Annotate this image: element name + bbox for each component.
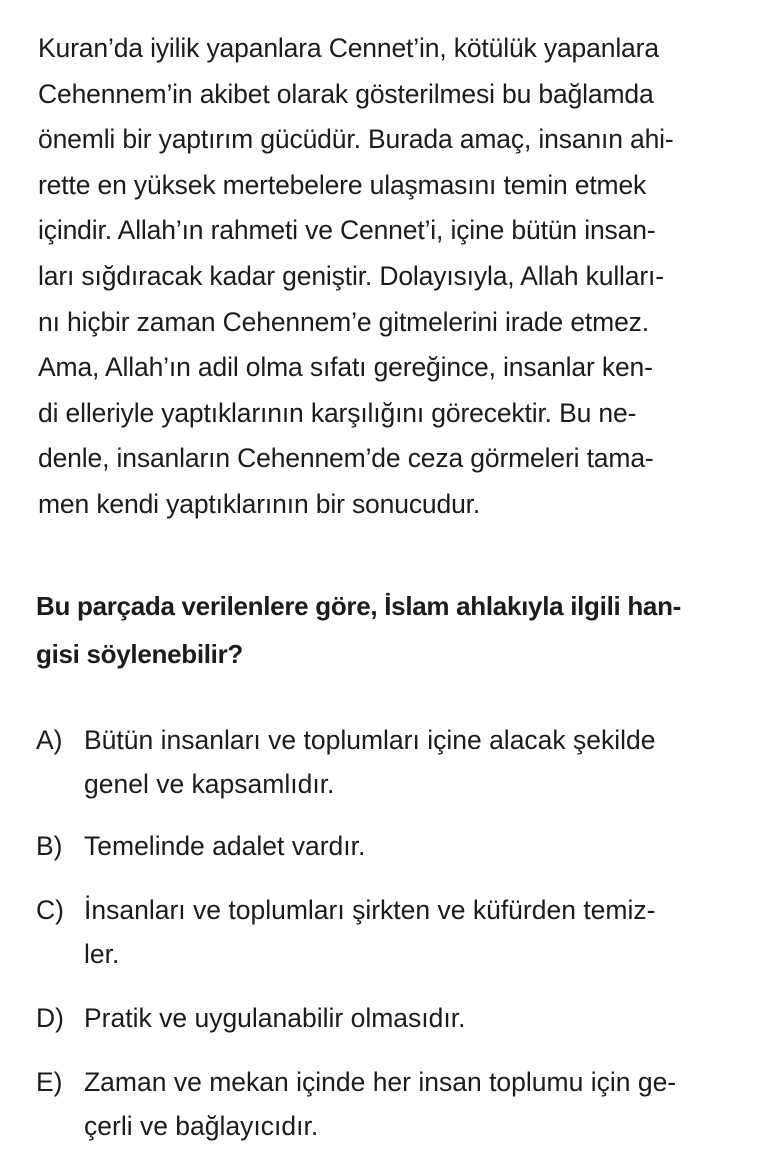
option-letter: B): [36, 831, 63, 861]
option-text: Zaman ve mekan içinde her insan toplumu için ge-: [84, 1067, 677, 1097]
option-d[interactable]: [36, 996, 756, 1040]
question-line: Bu parçada verilenlere göre, İslam ahlakıyla ilgili han-: [36, 591, 682, 621]
passage-line: nı hiçbir zaman Cehennem’e gitmelerini irade etmez.: [38, 306, 649, 337]
reading-passage: [38, 26, 758, 528]
option-letter: C): [36, 895, 64, 925]
passage-line: denle, insanların Cehennem’de ceza görmeleri tama-: [38, 443, 654, 474]
option-a[interactable]: [36, 718, 756, 806]
option-b[interactable]: [36, 824, 756, 868]
option-text: ler.: [84, 939, 120, 969]
passage-line: içindir. Allah’ın rahmeti ve Cennet’i, içine bütün insan-: [38, 215, 656, 246]
passage-line: Ama, Allah’ın adil olma sıfatı gereğince, insanlar ken-: [38, 352, 653, 383]
option-e[interactable]: [36, 1060, 756, 1148]
passage-line: ları sığdıracak kadar geniştir. Dolayısıyla, Allah kulları-: [38, 260, 664, 291]
option-text: Bütün insanları ve toplumları içine alacak şekilde: [84, 725, 656, 755]
option-letter: D): [36, 1003, 64, 1033]
passage-line: rette en yüksek mertebelere ulaşmasını temin etmek: [38, 169, 647, 200]
answer-options: [36, 718, 756, 1148]
option-text: Pratik ve uygulanabilir olmasıdır.: [84, 1003, 466, 1033]
question-stem: [36, 582, 756, 678]
option-letter: E): [36, 1067, 63, 1097]
passage-line: di elleriyle yaptıklarının karşılığını görecektir. Bu ne-: [38, 397, 637, 428]
option-c[interactable]: [36, 888, 756, 976]
option-letter: A): [36, 725, 63, 755]
passage-line: Cehennem’in akibet olarak gösterilmesi bu bağlamda: [38, 78, 654, 109]
question-line: gisi söylenebilir?: [36, 639, 243, 669]
passage-line: önemli bir yaptırım gücüdür. Burada amaç, insanın ahi-: [38, 124, 674, 155]
option-text: Temelinde adalet vardır.: [84, 831, 366, 861]
option-text: İnsanları ve toplumları şirkten ve küfürden temiz-: [84, 895, 656, 925]
option-text: genel ve kapsamlıdır.: [84, 769, 335, 799]
passage-line: Kuran’da iyilik yapanlara Cennet’in, kötülük yapanlara: [38, 33, 659, 63]
option-text: çerli ve bağlayıcıdır.: [84, 1111, 319, 1141]
passage-line: men kendi yaptıklarının bir sonucudur.: [38, 488, 481, 519]
